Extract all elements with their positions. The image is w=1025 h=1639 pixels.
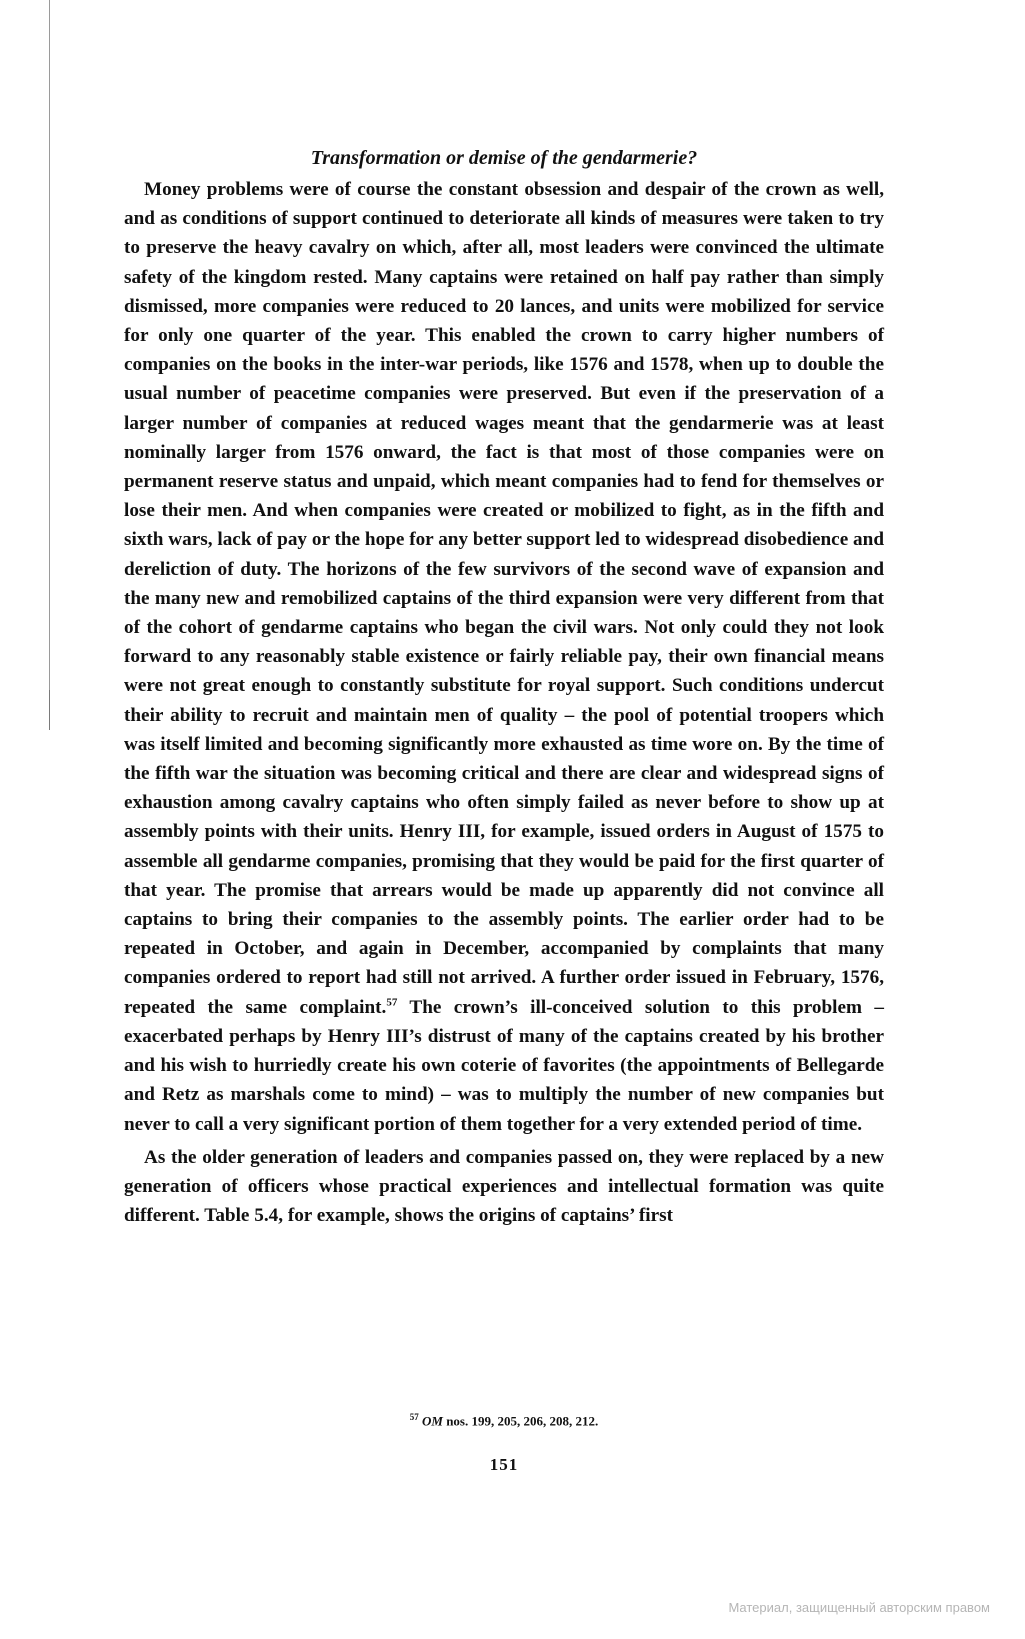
page-number: 151 (489, 1455, 519, 1474)
paragraph-1 (124, 175, 884, 1139)
copyright-watermark: Материал, защищенный авторским правом (728, 1600, 990, 1615)
footnote-source: OM (422, 1413, 443, 1429)
paragraph-2: As the older generation of leaders and companies passed on, they were replaced by a new generation of officers whose practical experiences and intellectual formation was quite different. Table 5.4, for example, shows the origins of captains’ first (124, 1146, 884, 1227)
page-body (124, 143, 884, 1230)
footnote-text: nos. 199, 205, 206, 208, 212. (442, 1413, 599, 1429)
paragraph-1-text-a: Money problems were of course the constant obsession and despair of the crown as well, and as conditions of support continued to deteriorate all kinds of measures were taken to try to preserve the heavy cavalry on which, after all, most leaders were convinced the ultimate safety of the kingdom rested. Many captains were retained on half pay rather than simply dismissed, more companies were reduced to 20 lances, and units were mobilized for service for only one quarter of the year. This enabled the crown to carry higher numbers of companies on the books in the inter-war periods, like 1576 and 1578, when up to double the usual number of peacetime companies were preserved. But even if the preservation of a larger number of companies at reduced wages meant that the gendarmerie was at least nominally larger from 1576 onward, the fact is that most of those companies were on permanent reserve status and unpaid, which meant companies had to fend for themselves or lose their men. And when companies were created or mobilized to fight, as in the fifth and sixth wars, lack of pay or the hope for any better support led to widespread disobedience and dereliction of duty. The horizons of the few survivors of the second wave of expansion and the many new and remobilized captains of the third expansion were very different from that of the cohort of gendarme captains who began the civil wars. Not only could they not look forward to any reasonably stable existence or fairly reliable pay, their own financial means were not great enough to constantly substitute for royal support. Such conditions undercut their ability to recruit and maintain men of quality – the pool of potential troopers which was itself limited and becoming significantly more exhausted as time wore on. By the time of the fifth war the situation was becoming critical and there are clear and widespread signs of exhaustion among cavalry captains who often simply failed as never before to show up at assembly points with their units. Henry III, for example, issued orders in August of 1575 to assemble all gendarme companies, promising that they would be paid for the first quarter of that year. The promise that arrears would be made up apparently did not convince all captains to bring their companies to the assembly points. The earlier order had to be repeated in October, and again in December, accompanied by complaints that many companies ordered to report had still not arrived. A further order issued in February, 1576, repeated the same complaint. (124, 179, 884, 1018)
section-heading: Transformation or demise of the gendarmerie? (310, 147, 698, 169)
footnote (124, 1412, 884, 1429)
footnote-reference: 57 (386, 996, 398, 1009)
paragraph-1-text-b: The crown’s ill-conceived solution to this problem – exacerbated perhaps by Henry III’s distrust of many of the captains created by his brother and his wish to hurriedly create his own coterie of favorites (the appointments of Bellegarde and Retz as marshals come to mind) – was to multiply the number of new companies but never to call a very significant portion of them together for a very extended period of time. (124, 996, 884, 1135)
footnote-number: 57 (409, 1412, 419, 1422)
scan-edge-mark (49, 690, 50, 730)
scan-edge-line (49, 0, 50, 720)
